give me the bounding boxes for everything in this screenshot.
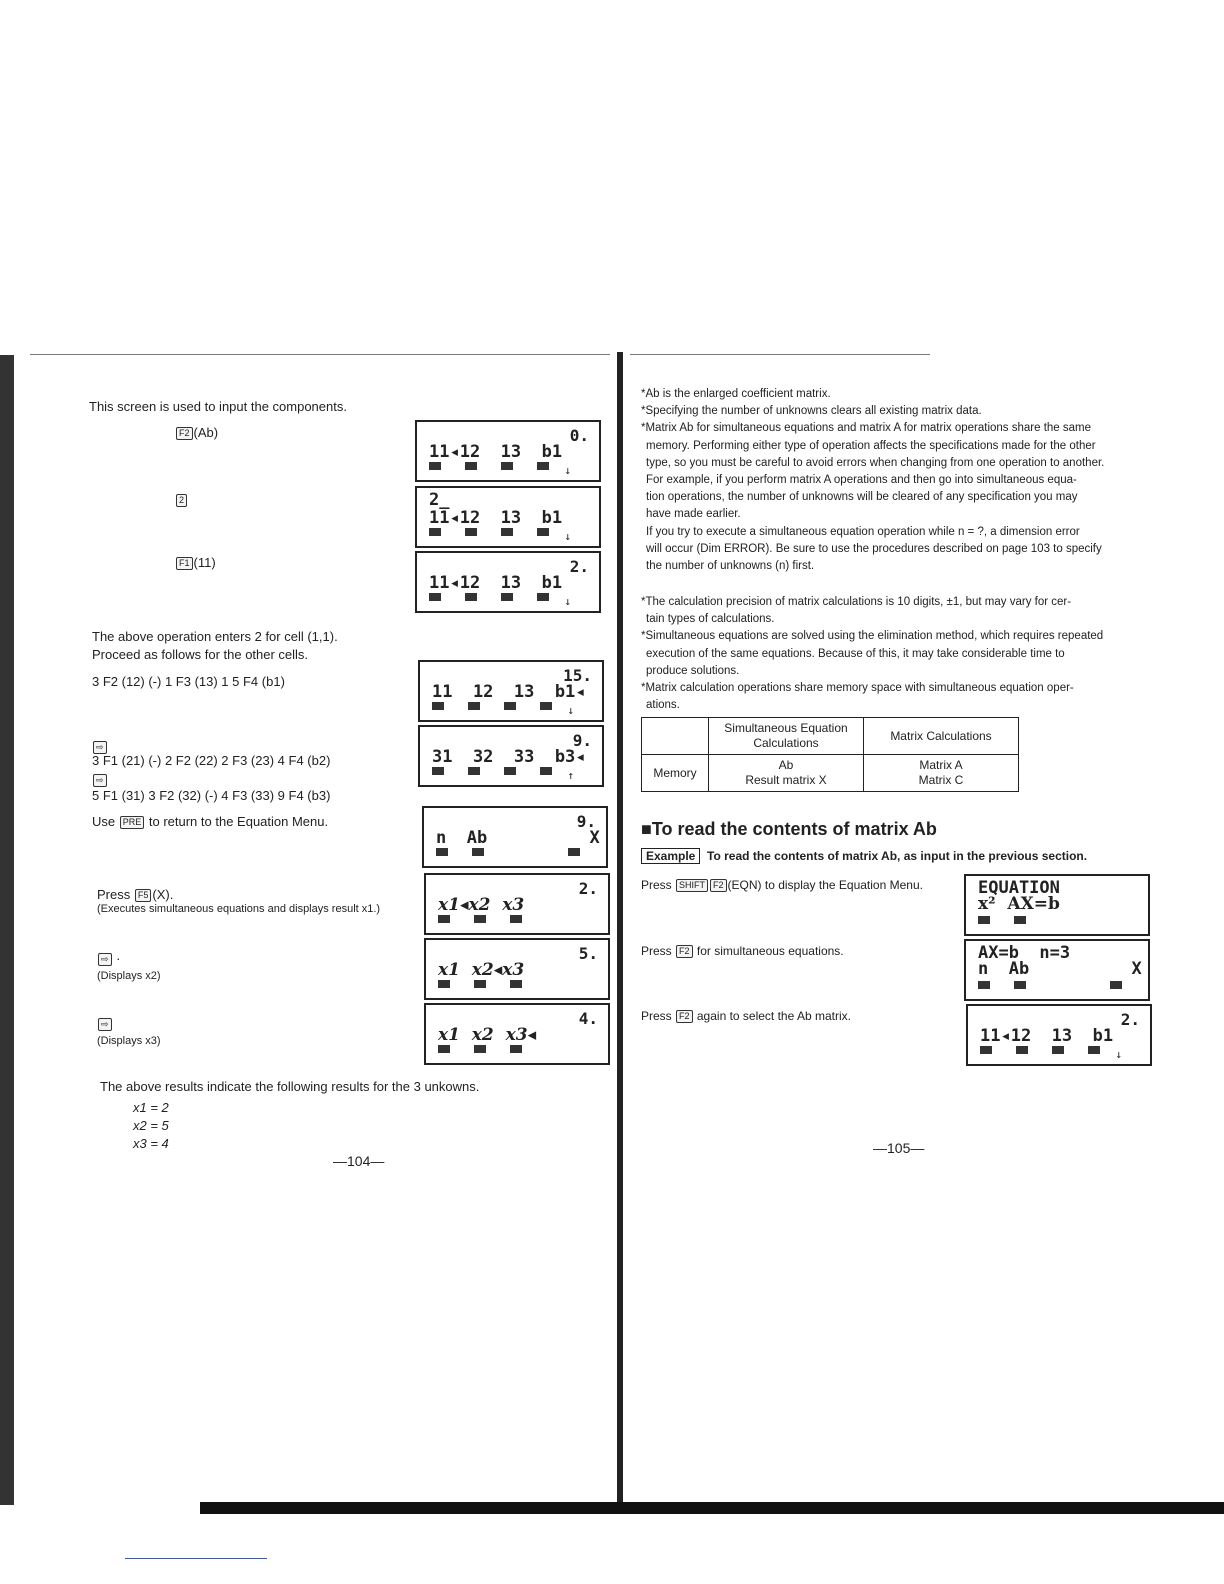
note-line: For example, if you perform matrix A operations and then go into simultaneous equa-: [646, 474, 1077, 487]
function-key-bar: [429, 593, 573, 604]
lcd-ab-matrix: [966, 1004, 1152, 1066]
table-cell: Memory: [642, 755, 709, 792]
cell-line: Matrix C: [918, 773, 964, 787]
example-label: Example: [641, 848, 700, 864]
top-rule-left: [30, 354, 610, 355]
lcd-value: 5.: [578, 944, 598, 963]
underline-mark: [125, 1558, 267, 1559]
function-key-bar: [436, 848, 604, 859]
function-key-bar: [429, 462, 573, 473]
memory-comparison-table: [641, 717, 1019, 792]
f1-key: F1: [176, 557, 193, 570]
table-cell: Matrix Calculations: [864, 718, 1019, 755]
note-line: *Ab is the enlarged coefficient matrix.: [641, 388, 831, 400]
note-1: The above operation enters 2 for cell (1,1).: [92, 629, 338, 644]
lcd-screen-7: [424, 873, 610, 935]
step-eqn: Press SHIFT F2 (EQN) to display the Equation Menu.: [641, 878, 923, 892]
top-rule-right: [630, 354, 930, 355]
note-line: If you try to execute a simultaneous equation operation while n = ?, a dimension error: [646, 525, 1080, 538]
table-cell: [642, 718, 709, 755]
step-f1-label: (11): [193, 555, 216, 570]
function-key-bar: [438, 980, 546, 991]
arrow-icon-1: ⇨: [92, 738, 108, 755]
step-eqn-text: (EQN) to display the Equation Menu.: [727, 878, 923, 892]
note-line: the number of unknowns (n) first.: [646, 560, 815, 573]
note-line: execution of the same equations. Because of this, it may take considerable time to: [646, 647, 1065, 660]
f2-key: F2: [710, 879, 727, 892]
displays-x3: (Displays x3): [97, 1035, 161, 1047]
f2-key: F2: [676, 945, 693, 958]
shift-key: SHIFT: [676, 879, 708, 892]
key-sequence-3: 5 F1 (31) 3 F2 (32) (-) 4 F3 (33) 9 F4 (b3): [92, 788, 331, 803]
table-cell: [864, 755, 1019, 792]
step-ab-matrix: Press F2 again to select the Ab matrix.: [641, 1009, 851, 1023]
step-simultaneous: Press F2 for simultaneous equations.: [641, 944, 844, 958]
function-key-bar: [432, 702, 576, 713]
example-text: To read the contents of matrix Ab, as input in the previous section.: [707, 849, 1088, 863]
example-line: [641, 849, 1087, 863]
note-line: *Matrix calculation operations share memory space with simultaneous equation oper-: [641, 682, 1074, 695]
note-line: memory. Performing either type of operation affects the specifications made for the other: [646, 439, 1096, 452]
function-key-bar: [438, 915, 546, 926]
lcd-screen-6: [422, 806, 608, 868]
lcd-row: 31 32 33 b3◂: [432, 747, 586, 767]
lcd-row: x1 x2 x3◂: [438, 1025, 537, 1045]
lcd-simultaneous: [964, 939, 1150, 1001]
results-intro: The above results indicate the following results for the 3 unkowns.: [100, 1079, 480, 1094]
table-cell: [709, 755, 864, 792]
lcd-screen-2: [415, 486, 601, 548]
page-number-105: —105—: [873, 1140, 925, 1156]
note-line: *Matrix Ab for simultaneous equations and matrix A for matrix operations share the same: [641, 422, 1091, 435]
bottom-bar: [200, 1502, 1224, 1514]
arrow-icon-4: ⇨: [97, 1015, 113, 1032]
lcd-value: 4.: [578, 1009, 598, 1028]
lcd-row: n Ab X: [436, 828, 600, 848]
lcd-screen-4: [418, 660, 604, 722]
note-line: have made earlier.: [646, 508, 741, 521]
displays-x2: (Displays x2): [97, 970, 161, 982]
scroll-arrow: ↓: [564, 464, 571, 477]
lcd-row: 11 12 13 b1◂: [432, 682, 586, 702]
lcd-screen-1: [415, 420, 601, 482]
result-x1: x1 = 2: [133, 1100, 169, 1115]
table-cell: Simultaneous Equation Calculations: [709, 718, 864, 755]
lcd-screen-3: [415, 551, 601, 613]
function-key-bar: [432, 767, 576, 778]
lcd-row: n Ab X: [978, 959, 1142, 979]
key-sequence-2: 3 F1 (21) (-) 2 F2 (22) 2 F3 (23) 4 F4 (b2): [92, 753, 331, 768]
table-row: [642, 718, 1019, 755]
lcd-value: 9.: [576, 812, 596, 831]
cell-line: Matrix A: [919, 758, 963, 772]
lcd-value: 9.: [572, 731, 592, 750]
step-ab-label: (Ab): [193, 425, 219, 440]
step-2: [175, 491, 188, 508]
function-key-bar: [438, 1045, 546, 1056]
note-line: *Simultaneous equations are solved using the elimination method, which requires repeated: [641, 630, 1104, 643]
section-heading: ■To read the contents of matrix Ab: [641, 819, 937, 839]
function-key-bar: [978, 981, 1146, 992]
lcd-value: 0.: [569, 426, 589, 445]
note-line: type, so you must be careful to avoid errors when changing from one operation to another.: [646, 456, 1105, 469]
scroll-arrow: ↓: [564, 530, 571, 543]
lcd-screen-9: [424, 1003, 610, 1065]
scroll-arrow: ↓: [567, 704, 574, 717]
lcd-screen-5: [418, 725, 604, 787]
function-key-bar: [978, 916, 1050, 927]
arrow-icon-3: ⇨ ·: [97, 950, 121, 967]
f2-key: F2: [676, 1010, 693, 1023]
lcd-title: AX=b n=3: [978, 943, 1071, 963]
note-line: tion operations, the number of unknowns will be cleared of any specification you may: [646, 491, 1078, 504]
left-edge-shadow: [0, 355, 14, 1505]
note-line: produce solutions.: [646, 664, 740, 677]
result-x3: x3 = 4: [133, 1136, 169, 1151]
lcd-screen-8: [424, 938, 610, 1000]
function-key-bar: [429, 528, 573, 539]
lcd-row: 11◂12 13 b1: [429, 442, 563, 462]
book-spine: [617, 352, 623, 1512]
press-note: (Executes simultaneous equations and displays result x1.): [97, 903, 381, 915]
note-2: Proceed as follows for the other cells.: [92, 647, 309, 662]
two-key: 2: [176, 494, 187, 507]
lcd-value: 15.: [563, 666, 592, 685]
lcd-value: 2.: [1120, 1010, 1140, 1029]
lcd-row: x² AX=b: [978, 894, 1060, 914]
notes-block-1: [641, 386, 1104, 575]
scroll-arrow: ↓: [1115, 1048, 1122, 1061]
note-line: ations.: [646, 699, 680, 712]
scroll-arrow: ↓: [564, 595, 571, 608]
key-sequence-1: 3 F2 (12) (-) 1 F3 (13) 1 5 F4 (b1): [92, 674, 285, 689]
lcd-row: x1 x2◂x3: [438, 960, 525, 980]
note-line: *The calculation precision of matrix calculations is 10 digits, ±1, but may vary for cer-: [641, 596, 1072, 608]
intro-text: This screen is used to input the components.: [89, 399, 347, 414]
lcd-equation-menu: [964, 874, 1150, 936]
lcd-row: 11◂12 13 b1: [980, 1026, 1114, 1046]
press-label: Press: [97, 887, 131, 902]
step-ab: [175, 424, 218, 441]
arrow-icon-2: ⇨: [92, 771, 108, 788]
lcd-row: 11◂12 13 b1: [429, 573, 563, 593]
page-number-104: —104—: [333, 1153, 385, 1169]
use-pre-text: to return to the Equation Menu.: [148, 814, 329, 829]
result-x2: x2 = 5: [133, 1118, 169, 1133]
f5-key: F5: [135, 889, 152, 902]
note-line: will occur (Dim ERROR). Be sure to use the procedures described on page 103 to specify: [646, 542, 1102, 555]
scroll-arrow: ↑: [567, 769, 574, 782]
lcd-value: 2.: [569, 557, 589, 576]
use-pre-line: Use PRE to return to the Equation Menu.: [92, 814, 329, 829]
cell-line: Result matrix X: [745, 773, 827, 787]
cell-line: Ab: [778, 758, 794, 772]
note-line: *Specifying the number of unknowns clears all existing matrix data.: [641, 405, 982, 418]
lcd-row: x1◂x2 x3: [438, 895, 525, 915]
step-simultaneous-text: for simultaneous equations.: [696, 944, 844, 958]
step-f1: [175, 554, 216, 571]
f2-key: F2: [176, 427, 193, 440]
note-line: tain types of calculations.: [646, 613, 775, 626]
press-f5-text: (X).: [152, 887, 174, 902]
step-ab-matrix-text: again to select the Ab matrix.: [696, 1009, 851, 1023]
function-key-bar: [980, 1046, 1124, 1057]
lcd-row: 11◂12 13 b1: [429, 508, 563, 528]
lcd-title: EQUATION: [978, 878, 1060, 898]
lcd-value: 2.: [578, 879, 598, 898]
notes-block-2: [641, 594, 1103, 714]
table-row: [642, 755, 1019, 792]
lcd-cursor-row: 2_: [429, 490, 450, 510]
pre-key: PRE: [120, 816, 145, 829]
